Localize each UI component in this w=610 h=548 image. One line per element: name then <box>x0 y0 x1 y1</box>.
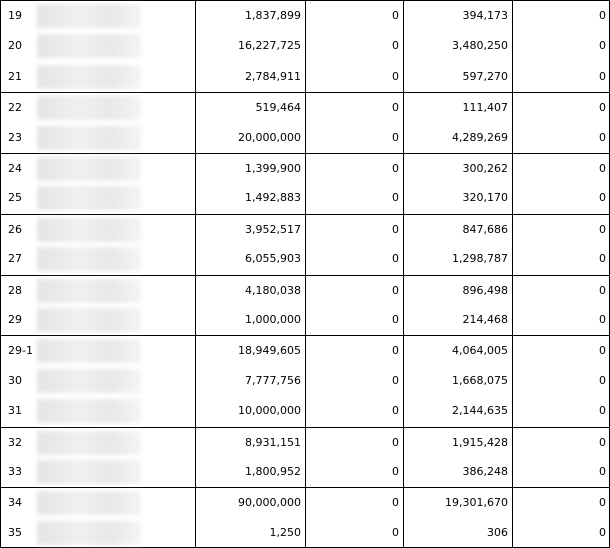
amount-cell: 306 <box>487 525 508 539</box>
amount-cell: 300,262 <box>462 162 508 175</box>
redacted-name <box>37 460 141 484</box>
amount-cell: 0 <box>599 130 606 144</box>
amount-cell: 4,180,038 <box>245 283 301 297</box>
amount-cell: 0 <box>392 39 399 53</box>
table-row <box>1 31 609 61</box>
amount-cell: 0 <box>392 525 399 539</box>
amount-cell: 90,000,000 <box>238 496 301 510</box>
amount-cell: 16,227,725 <box>238 39 301 53</box>
amount-cell: 0 <box>392 191 399 205</box>
row-number: 30 <box>8 373 22 387</box>
amount-cell: 10,000,000 <box>238 404 301 418</box>
amount-cell: 0 <box>599 283 606 297</box>
redacted-name <box>37 126 141 150</box>
amount-cell: 1,492,883 <box>245 191 301 205</box>
amount-cell: 0 <box>392 313 399 326</box>
amount-cell: 2,784,911 <box>245 69 301 83</box>
amount-cell: 597,270 <box>462 69 508 83</box>
row-number: 21 <box>8 69 22 83</box>
amount-cell: 1,668,075 <box>452 373 508 387</box>
table-row <box>1 518 609 548</box>
amount-cell: 3,952,517 <box>245 222 301 236</box>
table-row <box>1 396 609 426</box>
table-row <box>1 335 609 366</box>
table-row <box>1 183 609 213</box>
amount-cell: 394,173 <box>462 9 508 22</box>
table-row <box>1 92 609 123</box>
row-number: 23 <box>8 130 22 144</box>
amount-cell: 0 <box>392 69 399 83</box>
redacted-name <box>37 339 141 363</box>
amount-cell: 1,800,952 <box>245 465 301 478</box>
amount-cell: 0 <box>599 9 606 22</box>
amount-cell: 0 <box>599 404 606 418</box>
redacted-name <box>37 247 141 271</box>
table-row <box>1 1 609 31</box>
amount-cell: 1,000,000 <box>245 313 301 326</box>
row-number: 31 <box>8 404 22 418</box>
amount-cell: 1,837,899 <box>245 9 301 22</box>
redacted-name <box>37 157 141 181</box>
amount-cell: 0 <box>599 496 606 510</box>
amount-cell: 4,064,005 <box>452 344 508 358</box>
row-number: 29-1 <box>8 344 33 358</box>
redacted-name <box>37 186 141 210</box>
amount-cell: 0 <box>392 101 399 115</box>
amount-cell: 896,498 <box>462 283 508 297</box>
amount-cell: 0 <box>392 465 399 478</box>
amount-cell: 0 <box>599 69 606 83</box>
table-row <box>1 244 609 274</box>
table-row <box>1 214 609 245</box>
row-number: 19 <box>8 9 22 22</box>
amount-cell: 1,250 <box>269 525 301 539</box>
amount-cell: 0 <box>392 283 399 297</box>
row-number: 28 <box>8 283 22 297</box>
table-row <box>1 366 609 396</box>
row-number: 29 <box>8 313 22 326</box>
table-row <box>1 123 609 153</box>
redacted-name <box>37 369 141 393</box>
row-number: 25 <box>8 191 22 205</box>
amount-cell: 1,399,900 <box>245 162 301 175</box>
redacted-name <box>37 279 141 303</box>
amount-cell: 0 <box>392 404 399 418</box>
amount-cell: 1,915,428 <box>452 435 508 449</box>
amount-cell: 0 <box>392 162 399 175</box>
amount-cell: 0 <box>392 373 399 387</box>
amount-cell: 111,407 <box>462 101 508 115</box>
table-row <box>1 457 609 487</box>
amount-cell: 1,298,787 <box>452 252 508 266</box>
amount-cell: 320,170 <box>462 191 508 205</box>
redacted-name <box>37 399 141 423</box>
amount-cell: 0 <box>392 222 399 236</box>
redacted-name <box>37 431 141 455</box>
table-row <box>1 62 609 92</box>
amount-cell: 20,000,000 <box>238 130 301 144</box>
amount-cell: 0 <box>392 252 399 266</box>
table-row <box>1 487 609 518</box>
row-number: 35 <box>8 525 22 539</box>
amount-cell: 0 <box>599 222 606 236</box>
amount-cell: 8,931,151 <box>245 435 301 449</box>
amount-cell: 18,949,605 <box>238 344 301 358</box>
row-number: 26 <box>8 222 22 236</box>
table-row <box>1 275 609 306</box>
amount-cell: 7,777,756 <box>245 373 301 387</box>
amount-cell: 3,480,250 <box>452 39 508 53</box>
amount-cell: 0 <box>599 101 606 115</box>
amount-cell: 0 <box>392 9 399 22</box>
amount-cell: 0 <box>599 313 606 326</box>
amount-cell: 0 <box>599 373 606 387</box>
amount-cell: 2,144,635 <box>452 404 508 418</box>
row-number: 24 <box>8 162 22 175</box>
amount-cell: 19,301,670 <box>445 496 508 510</box>
amount-cell: 0 <box>392 435 399 449</box>
amount-cell: 0 <box>392 344 399 358</box>
amount-cell: 0 <box>599 465 606 478</box>
amount-cell: 0 <box>599 191 606 205</box>
amount-cell: 214,468 <box>462 313 508 326</box>
amount-cell: 386,248 <box>462 465 508 478</box>
table-row <box>1 305 609 335</box>
table-row <box>1 427 609 458</box>
amount-cell: 0 <box>392 496 399 510</box>
redacted-name <box>37 34 141 58</box>
row-number: 34 <box>8 496 22 510</box>
amount-cell: 0 <box>599 162 606 175</box>
amount-cell: 0 <box>599 39 606 53</box>
row-number: 33 <box>8 465 22 478</box>
row-number: 20 <box>8 39 22 53</box>
redacted-name <box>37 96 141 120</box>
row-number: 22 <box>8 101 22 115</box>
amount-cell: 519,464 <box>255 101 301 115</box>
amount-cell: 0 <box>392 130 399 144</box>
redacted-name <box>37 491 141 515</box>
redacted-name <box>37 4 141 28</box>
redacted-name <box>37 65 141 89</box>
amount-cell: 0 <box>599 252 606 266</box>
redacted-name <box>37 521 141 545</box>
row-number: 27 <box>8 252 22 266</box>
amount-cell: 0 <box>599 525 606 539</box>
row-number: 32 <box>8 435 22 449</box>
amount-cell: 4,289,269 <box>452 130 508 144</box>
amount-cell: 847,686 <box>462 222 508 236</box>
amount-cell: 0 <box>599 344 606 358</box>
amount-cell: 0 <box>599 435 606 449</box>
table-row <box>1 153 609 184</box>
redacted-name <box>37 308 141 332</box>
amount-cell: 6,055,903 <box>245 252 301 266</box>
redacted-name <box>37 218 141 242</box>
